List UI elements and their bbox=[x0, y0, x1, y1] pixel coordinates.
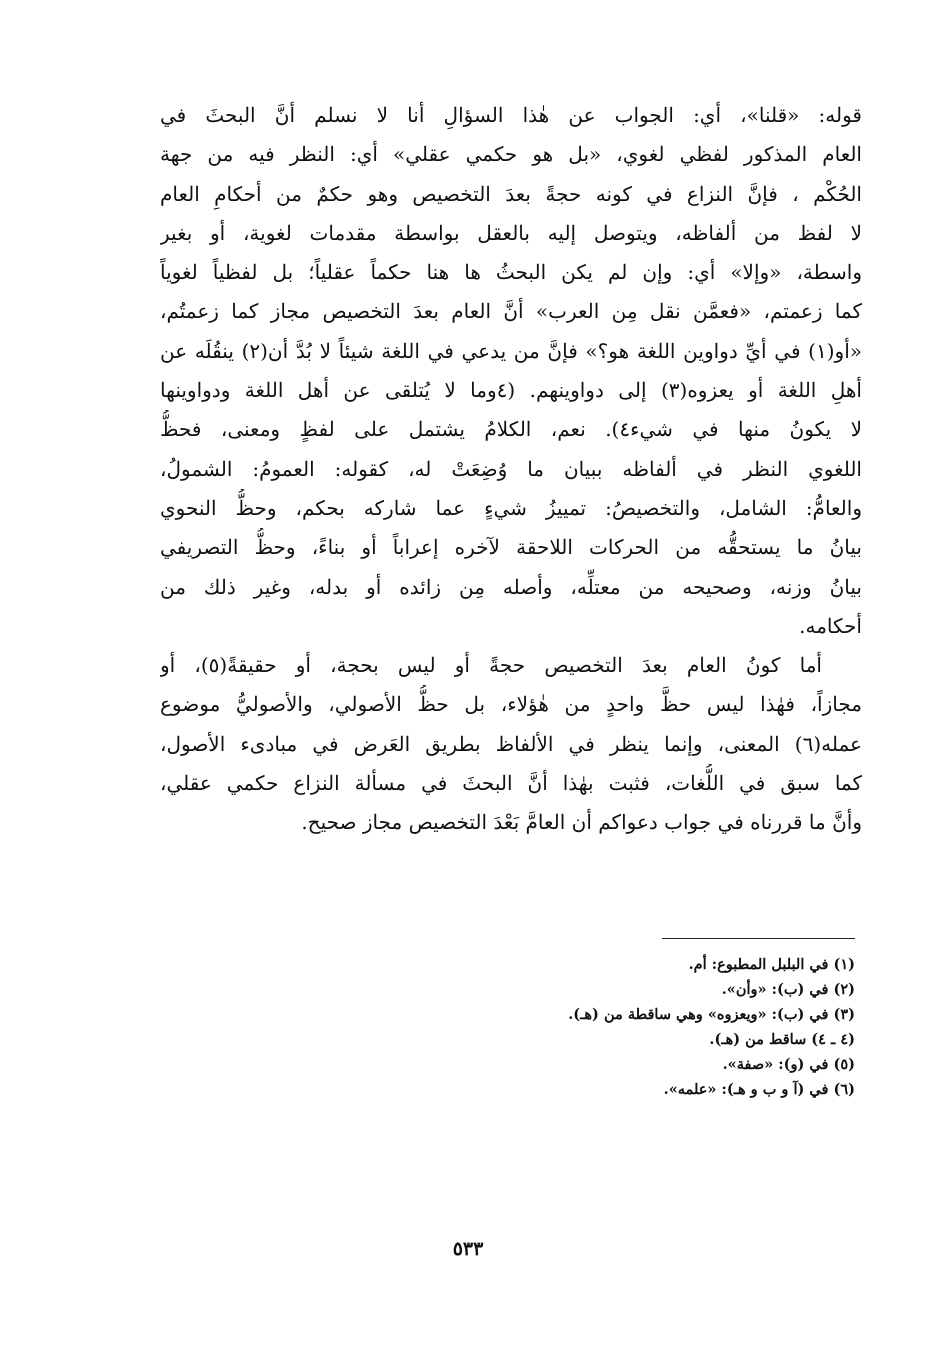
footnote: (٦) في (آ و ب و هـ): «علمه». bbox=[663, 1081, 855, 1098]
body-line: اللغوي النظر في ألفاظه ببيان ما وُضِعَتْ له، كقوله: العمومُ: الشمولُ، bbox=[160, 456, 862, 481]
body-line: بيانُ ما يستحقُّه من الحركات اللاحقة لآخره إعراباً أو بناءً، وحظُّ التصريفي bbox=[160, 535, 862, 560]
body-line: أما كونُ العام بعدَ التخصيص حجةً أو ليس بحجة، أو حقيقةً(٥)، أو bbox=[160, 653, 822, 678]
body-line: كما زعمتم، «فعمَّن نقل مِن العرب» أنَّ العام بعدَ التخصيص مجاز كما زعمتُم، bbox=[160, 299, 862, 324]
body-line: الحُكْم ، فإنَّ النزاع في كونه حجةً بعدَ التخصيص وهو حكمٌ من أحكامِ العام bbox=[160, 181, 862, 206]
body-line: لا يكونُ منها في شيء٤). نعم، الكلامُ يشتمل على لفظٍ ومعنى، فحظُّ bbox=[160, 417, 862, 442]
footnotes bbox=[360, 952, 855, 1102]
body-line: أحكامه. bbox=[799, 613, 862, 638]
body-line: مجازاً، فهٰذا ليس حظَّ واحدٍ من هٰؤلاء، بل حظُّ الأصولي، والأصوليُّ موضوع bbox=[160, 692, 862, 717]
body-line: كما سبق في اللُّغات، فثبت بهٰذا أنَّ البحثَ في مسألة النزاع حكمي عقلي، bbox=[160, 771, 862, 796]
footnote: (٣) في (ب): «ويعزوه» وهي ساقطة من (هـ). bbox=[568, 1006, 855, 1023]
footnote: (٤ ـ ٤) ساقط من (هـ). bbox=[709, 1031, 855, 1048]
footnote-separator bbox=[662, 938, 855, 939]
body-line: قوله: «قلنا»، أي: الجواب عن هٰذا السؤالِ أنا لا نسلم أنَّ البحثَ في bbox=[160, 103, 862, 127]
body-line: والعامُّ: الشامل، والتخصيصُ: تمييزُ شيءٍ عما شاركه بحكم، وحظُّ النحوي bbox=[160, 495, 862, 520]
footnote: (١) في البلبل المطبوع: أم. bbox=[688, 956, 855, 973]
body-line: أهلِ اللغة أو يعزوه(٣) إلى دواوينهم. (٤وما لا يُتلقى عن أهل اللغة ودواوينها bbox=[160, 378, 862, 403]
footnote: (٥) في (و): «صفة». bbox=[722, 1056, 855, 1073]
body-line: وأنَّ ما قررناه في جواب دعواكم أن العامَّ بَعْدَ التخصيص مجاز صحيح. bbox=[301, 810, 862, 835]
body-text bbox=[160, 96, 862, 843]
body-line: عمله(٦) المعنى، وإنما ينظر في الألفاظ بطريق العَرض في مبادىء الأصول، bbox=[160, 731, 862, 756]
body-line: واسطة، «وإلا» أي: وإن لم يكن البحثُ ها هنا حكماً عقلياً؛ بل لفظياً لغوياً bbox=[160, 260, 862, 285]
body-line: بيانُ وزنه، وصحيحه من معتلِّه، وأصله مِن زائده أو بدله، وغير ذلك من bbox=[160, 574, 862, 599]
page-number: ٥٣٣ bbox=[452, 1238, 484, 1260]
body-line: العام المذكور لفظي لغوي، «بل هو حكمي عقلي» أي: النظر فيه من جهة bbox=[160, 142, 862, 167]
footnote: (٢) في (ب): «وأن». bbox=[721, 981, 855, 998]
body-line: لا لفظ من ألفاظه، ويتوصل إليه بالعقل بواسطة مقدمات لغوية، أو بغير bbox=[160, 220, 862, 245]
body-line: «أو(١) في أيِّ دواوين اللغة هو؟» فإنَّ من يدعي في اللغة شيئاً لا بُدَّ أن(٢) ينقُلَه عن bbox=[160, 338, 862, 363]
